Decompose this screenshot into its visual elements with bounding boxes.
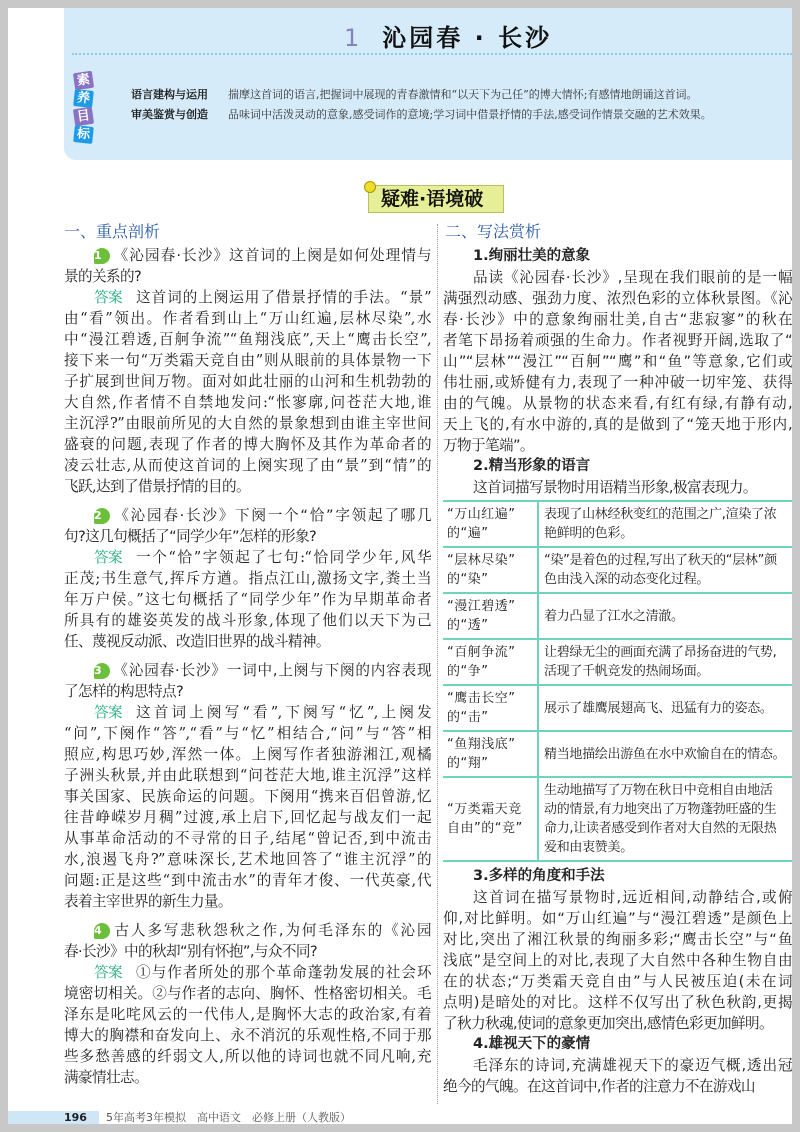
question-number-badge: 4 (94, 923, 110, 939)
text-line: 山”“层林”“漫江”“百舸”“鹰”和“鱼”等意象,它们或 (443, 353, 792, 370)
text-line: 接下来一句“万类霜天竞自由”则从眼前的具体景物一下 (64, 352, 431, 369)
subheading: 3.多样的角度和手法 (473, 868, 605, 884)
text-line: 由“看”领出。作者看到山上“万山红遍,层林尽染”,水 (64, 310, 431, 327)
text-line: 万物于笔端”。 (443, 437, 534, 454)
text-line: 泽东是叱咤风云的一代伟人,是胸怀大志的政治家,有着 (64, 1006, 431, 1023)
text-line: 天上飞的,有水中游的,真的是做到了“笼天地于形内, (443, 416, 792, 433)
cell-line: “染”是着色的过程,写出了秋天的“层林”颜 (544, 553, 777, 568)
badge-char: 素 (73, 71, 94, 90)
text-line: 境密切相关。②与作者的志向、胸怀、性格密切相关。毛 (64, 985, 431, 1002)
text-line: 事关国家、民族命运的问题。下阕用“携来百侣曾游,忆 (64, 788, 431, 805)
text-line: 年万户侯。”这七句概括了“同学少年”作为早期革命者 (64, 591, 431, 608)
question-text: 《沁园春·长沙》下阕一个“恰”字领起了哪几 (112, 507, 431, 524)
cell-line: “层林尽染” (447, 553, 516, 568)
text-line: 从事革命活动的不寻常的日子,结尾“曾记否,到中流击 (64, 830, 431, 847)
text-line: 子洲头秋景,并由此联想到“问苍茫大地,谁主沉浮”这样 (64, 767, 431, 784)
text-line: 凌云壮志,从而使这首词的上阕实现了由“景”到“情”的 (64, 457, 431, 474)
text-line: 春·长沙》中的秋却“别有怀抱”,与众不同? (64, 943, 318, 960)
cell-line: 让碧绿无尘的画面充满了昂扬奋进的气势, (544, 645, 777, 660)
question-text: 《沁园春·长沙》这首词的上阕是如何处理情与 (112, 247, 431, 264)
cell-line: 活现了千帆竞发的热闹场面。 (544, 664, 710, 679)
table-term-cell (443, 777, 538, 861)
text-line (64, 245, 431, 266)
text-line: 浅底”是空间上的对比,表现了大自然中各种生物自由 (443, 952, 792, 969)
section-heading-writing: 二、写法赏析 (445, 222, 542, 241)
column-divider (437, 224, 438, 1104)
question-block-4 (64, 920, 431, 1088)
text-line: 表着主宰世界的新生力量。 (64, 893, 232, 910)
subheading: 2.精当形象的语言 (473, 458, 591, 474)
text-line: 正茂;书生意气,挥斥方遒。指点江山,激扬文字,粪土当 (64, 570, 431, 587)
cell-line: “百舸争流” (447, 645, 516, 660)
page-number: 196 (8, 1111, 99, 1124)
text-line (64, 660, 431, 681)
text-line: 满强烈动感、强劲力度、浓烈色彩的立体秋景图。《沁 (443, 290, 792, 307)
question-block-1 (64, 245, 431, 497)
text-line: 博大的胸襟和奋发向上、永不消沉的乐观性格,不同于那 (64, 1027, 431, 1044)
text-line: 所具有的雄姿英发的战斗形象,体现了他们以天下为己 (64, 612, 431, 629)
table-explanation-cell (538, 593, 792, 639)
lesson-number: 1 (344, 24, 363, 52)
table-row (443, 501, 792, 547)
page-footer (8, 1111, 792, 1124)
text-line: 者笔下昂扬着顽强的生命力。作者视野开阔,选取了“ (443, 332, 792, 349)
text-line: 对比,突出了湘江秋景的绚丽多彩;“鹰击长空”与“鱼 (443, 931, 792, 948)
cell-line: 的“透” (447, 618, 489, 633)
dotted-divider (72, 53, 792, 55)
question-number-badge: 1 (94, 248, 110, 264)
text-line: 在的状态;“万类霜天竞自由”与人民被压迫(未在词 (443, 973, 792, 990)
table-term-cell (443, 731, 538, 777)
cell-line: 色由浅入深的动态变化过程。 (544, 572, 710, 587)
cell-line: 精当地描绘出游鱼在水中欢愉自在的情态。 (544, 746, 786, 762)
badge-char: 目 (73, 107, 94, 126)
text-line: 这首词的上阕运用了借景抒情的手法。“景” (136, 289, 431, 306)
table-term-cell (443, 685, 538, 731)
cell-line: 的“染” (447, 572, 489, 587)
badge-char: 养 (73, 89, 94, 108)
cell-line: 艳鲜明的色彩。 (544, 526, 633, 541)
table-row (443, 685, 792, 731)
table-row (443, 639, 792, 685)
table-explanation-cell (538, 639, 792, 685)
text-line: 主沉浮?”由眼前所见的大自然的景象想到由谁主宰世间 (64, 415, 431, 432)
scan-border-top (0, 0, 800, 8)
cell-line: 展示了雄鹰展翅高飞、迅猛有力的姿态。 (544, 700, 773, 716)
cell-line: 的“翔” (447, 756, 489, 771)
cell-line: 命力,让读者感受到作者对大自然的无限热 (544, 821, 777, 836)
text-line: 伟壮丽,或矫健有力,表现了一种冲破一切牢笼、获得 (443, 374, 792, 391)
answer-label: 答案 (94, 549, 122, 566)
text-line (64, 920, 431, 941)
text-line: 中“漫江碧透,百舸争流”“鱼翔浅底”,天上“鹰击长空”, (64, 331, 431, 348)
goal-label: 审美鉴赏与创造 (131, 108, 208, 121)
text-line: 盛衰的问题,表现了作者的博大胸怀及其作为革命者的 (64, 436, 431, 453)
scan-border-right (792, 0, 800, 1132)
text-line: 一个“恰”字领起了七句:“恰同学少年,风华 (136, 549, 431, 566)
subheading: 1.绚丽壮美的意象 (473, 248, 591, 264)
table-term-cell (443, 547, 538, 593)
text-line: 毛泽东的诗词,充满雄视天下的豪迈气概,透出冠 (473, 1057, 792, 1074)
question-number-badge: 3 (94, 663, 110, 679)
cell-line: 动的情景,有力地突出了万物蓬勃旺盛的生 (544, 802, 777, 817)
scan-border-bottom (0, 1124, 800, 1132)
text-line: 些多愁善感的纤弱文人,所以他的诗词也就不同凡响,充 (64, 1048, 431, 1065)
question-block-2 (64, 505, 431, 652)
cell-line: 的“遍” (447, 526, 489, 541)
text-line: 品读《沁园春·长沙》,呈现在我们眼前的是一幅 (473, 269, 792, 286)
badge-char: 标 (73, 125, 94, 144)
question-text: 《沁园春·长沙》一词中,上阕与下阕的内容表现 (112, 662, 431, 679)
table-explanation-cell (538, 501, 792, 547)
language-analysis-table (443, 500, 792, 862)
text-line: 了秋力秋魂,使词的意象更加突出,感情色彩更加鲜明。 (443, 1015, 773, 1032)
table-explanation-cell (538, 731, 792, 777)
text-line: 问题:正是这些“到中流击水”的青年才俊、一代英豪,代 (64, 872, 431, 889)
answer-label: 答案 (94, 289, 122, 306)
answer-label: 答案 (94, 964, 122, 981)
section-heading-analysis: 一、重点剖析 (64, 222, 161, 241)
left-column (64, 245, 431, 1096)
cell-line: “鹰击长空” (447, 691, 516, 706)
text-line: “问”,下阕作“答”,“看”与“忆”相结合,“问”与“答”相 (64, 725, 431, 742)
text-line: 句?这几句概括了“同学少年”怎样的形象? (64, 528, 317, 545)
table-row (443, 777, 792, 861)
banner-text: 疑难·语境破 (381, 188, 484, 210)
text-line: 这首词上阕写“看”,下阕写“忆”,上阕发 (136, 704, 431, 721)
text-line (64, 505, 431, 526)
cell-line: 表现了山林经秋变红的范围之广,渲染了浓 (544, 507, 777, 522)
table-row (443, 547, 792, 593)
cell-line: 爱和由衷赞美。 (544, 840, 633, 855)
text-line: 往昔峥嵘岁月稠”过渡,承上启下,回忆起与战友们一起 (64, 809, 431, 826)
text-line: 了怎样的构思特点? (64, 683, 184, 700)
goal-desc: 品味词中活泼灵动的意象,感受词作的意境;学习词中借景抒情的手法,感受词作情景交融的艺术效果。 (228, 108, 712, 121)
text-line: 任、蔑视反动派、改造旧世界的战斗精神。 (64, 633, 330, 650)
goal-item (131, 86, 697, 102)
table-row (443, 593, 792, 639)
cell-line: 的“击” (447, 710, 489, 725)
text-line: 这首词描写景物时用语精当形象,极富表现力。 (473, 479, 757, 496)
question-text: 古人多写悲秋怨秋之作,为何毛泽东的《沁园 (112, 922, 431, 939)
goal-item (131, 106, 712, 122)
cell-line: “鱼翔浅底” (447, 737, 516, 752)
cell-line: 着力凸显了江水之清澈。 (544, 608, 684, 624)
text-line: 点明)是暗处的对比。这样不仅写出了秋色秋韵,更揭 (443, 994, 792, 1011)
table-explanation-cell (538, 777, 792, 861)
cell-line: “万山红遍” (447, 507, 516, 522)
text-line: 水,浪遏飞舟?”意味深长,艺术地回答了“谁主沉浮”的 (64, 851, 431, 868)
goal-label: 语言建构与运用 (131, 88, 208, 101)
text-line: 照应,构思巧妙,浑然一体。上阕写作者独游湘江,观橘 (64, 746, 431, 763)
scan-border-left (0, 0, 8, 1132)
lesson-title-text: 沁园春 · 长沙 (382, 24, 553, 52)
cell-line: 自由”的“竞” (447, 821, 523, 836)
right-column (443, 246, 792, 1097)
text-line: 大自然,作者情不自禁地发问:“怅寥廓,问苍茫大地,谁 (64, 394, 431, 411)
text-line: 这首词在描写景物时,远近相间,动静结合,或俯 (473, 889, 792, 906)
subheading: 4.雄视天下的豪情 (473, 1036, 591, 1052)
section-banner (368, 185, 504, 213)
lesson-title (344, 18, 552, 53)
text-line: 飞跃,达到了借景抒情的目的。 (64, 478, 250, 495)
lightbulb-icon (364, 181, 376, 193)
table-row (443, 731, 792, 777)
cell-line: “万类霜天竞 (447, 802, 522, 817)
table-explanation-cell (538, 685, 792, 731)
cell-line: “漫江碧透” (447, 599, 516, 614)
text-line: 春·长沙》中的意象绚丽壮美,自古“悲寂寥”的秋在 (443, 311, 792, 328)
text-line: 子扩展到世间万物。面对如此壮丽的山河和生机勃勃的 (64, 373, 431, 390)
lesson-header (64, 8, 792, 160)
question-block-3 (64, 660, 431, 912)
table-term-cell (443, 501, 538, 547)
text-line: 景的关系的? (64, 268, 142, 285)
literacy-goals-badge (74, 72, 96, 144)
question-number-badge: 2 (94, 508, 110, 524)
text-line: 绝今的气魄。在这首词中,作者的注意力不在游戏山 (443, 1078, 755, 1095)
book-title: 5年高考3年模拟 高中语文 必修上册（人教版） (105, 1111, 351, 1124)
table-explanation-cell (538, 547, 792, 593)
text-line: 满豪情壮志。 (64, 1069, 148, 1086)
table-term-cell (443, 639, 538, 685)
text-line: 仰,对比鲜明。如“万山红遍”与“漫江碧透”是颜色上 (443, 910, 792, 927)
cell-line: 生动地描写了万物在秋日中竞相自由地活 (544, 783, 773, 798)
answer-label: 答案 (94, 704, 122, 721)
goal-desc: 揣摩这首词的语言,把握词中展现的青春激情和“以天下为己任”的博大情怀;有感情地朗诵这首词。 (228, 88, 698, 101)
table-term-cell (443, 593, 538, 639)
text-line: 由的气魄。从景物的状态来看,有红有绿,有静有动, (443, 395, 792, 412)
cell-line: 的“争” (447, 664, 489, 679)
text-line: ①与作者所处的那个革命蓬勃发展的社会环 (136, 964, 431, 981)
